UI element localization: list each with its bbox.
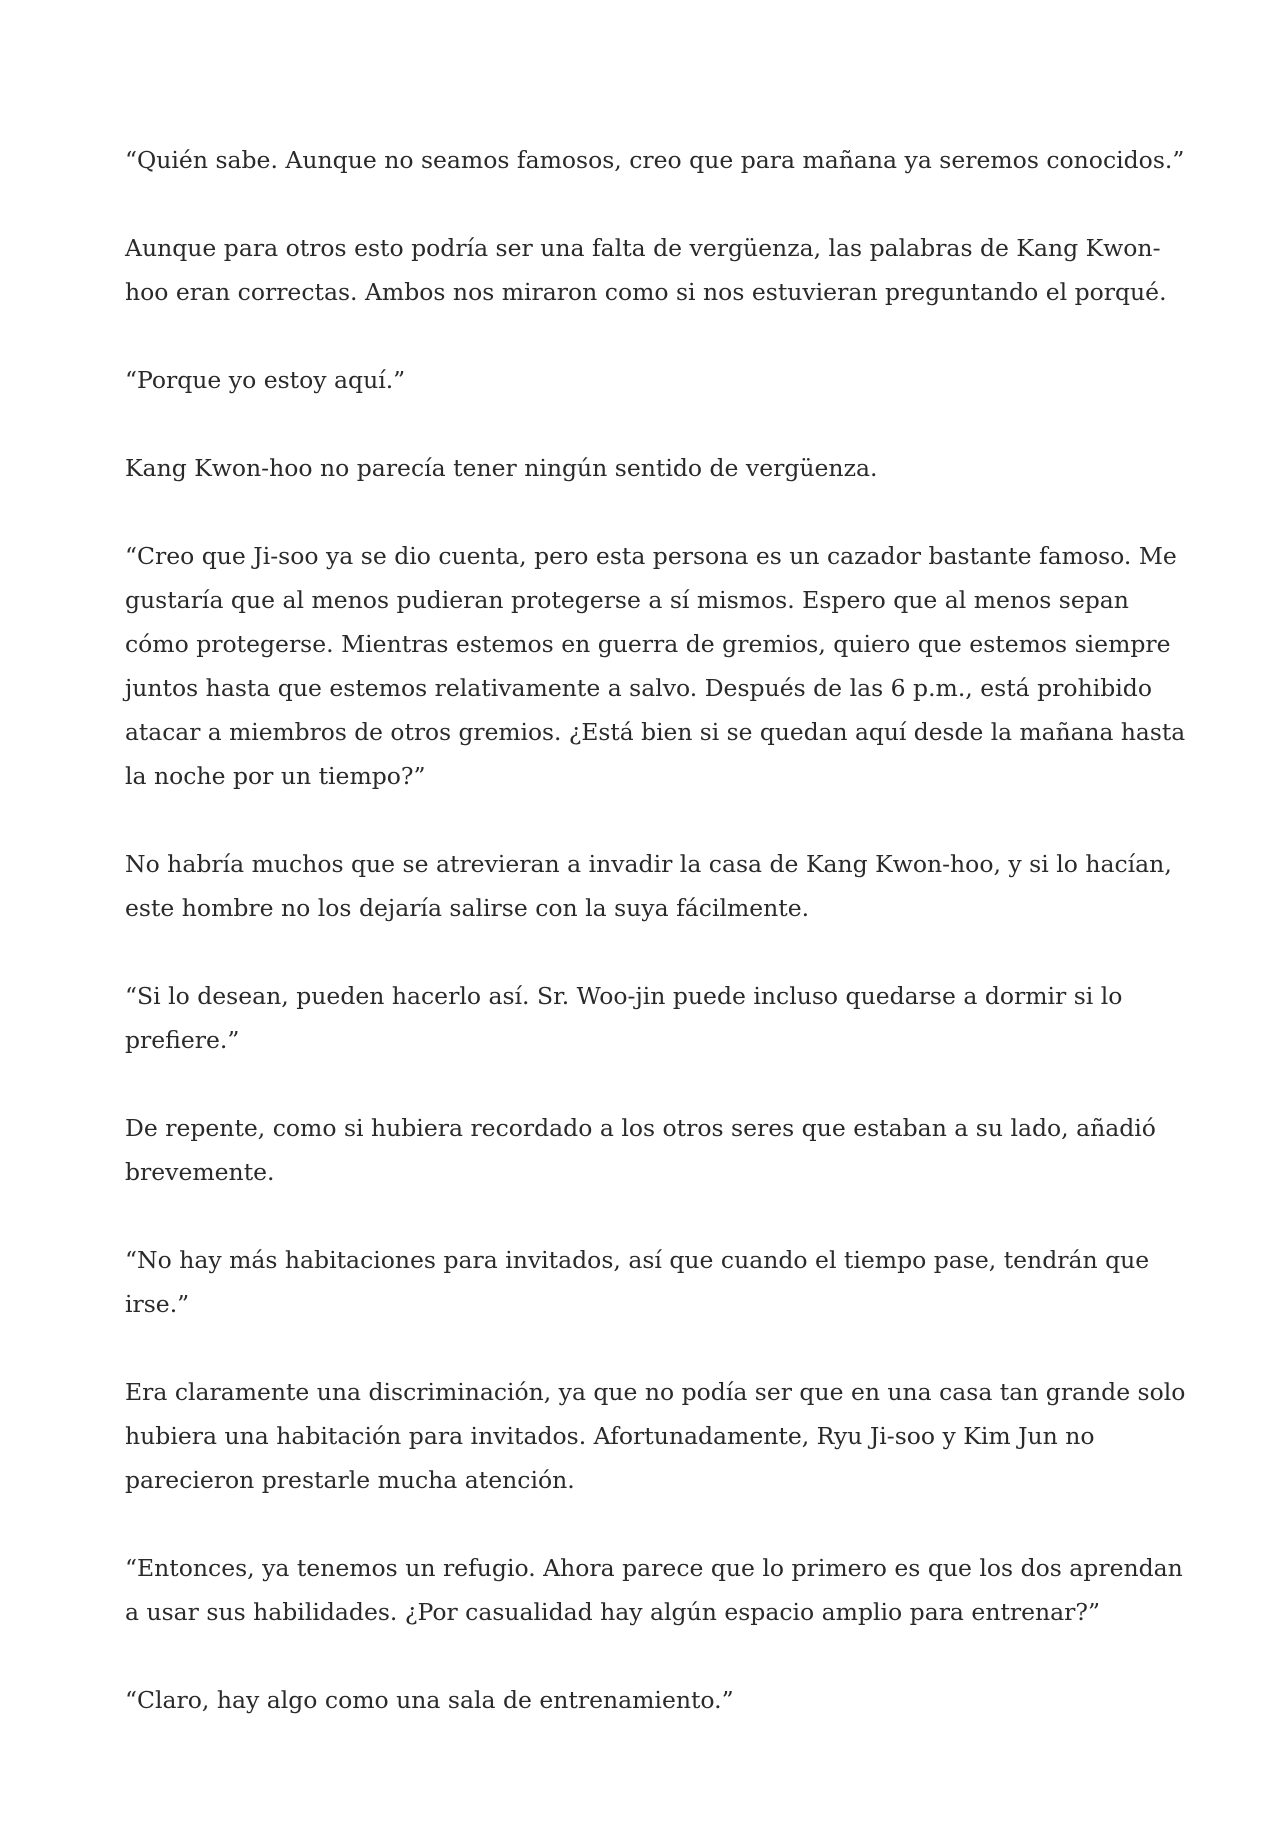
text-line: hoo eran correctas. Ambos nos miraron como si nos estuvieran preguntando el porqué. xyxy=(125,278,1167,306)
paragraph xyxy=(125,1678,1185,1722)
paragraph xyxy=(125,974,1185,1062)
text-line: atacar a miembros de otros gremios. ¿Está bien si se quedan aquí desde la mañana hasta xyxy=(125,718,1186,746)
text-line: gustaría que al menos pudieran protegerse a sí mismos. Espero que al menos sepan xyxy=(125,586,1129,614)
paragraph xyxy=(125,534,1185,798)
text-line: “No hay más habitaciones para invitados, así que cuando el tiempo pase, tendrán que xyxy=(125,1246,1150,1274)
paragraph xyxy=(125,1546,1185,1634)
text-line: brevemente. xyxy=(125,1158,275,1186)
paragraph xyxy=(125,1106,1185,1194)
text-line: Era claramente una discriminación, ya que no podía ser que en una casa tan grande solo xyxy=(125,1378,1186,1406)
paragraph xyxy=(125,446,1185,490)
text-line: hubiera una habitación para invitados. Afortunadamente, Ryu Ji-soo y Kim Jun no xyxy=(125,1422,1095,1450)
text-line: “Creo que Ji-soo ya se dio cuenta, pero esta persona es un cazador bastante famoso. Me xyxy=(125,542,1177,570)
paragraph xyxy=(125,138,1185,182)
text-line: juntos hasta que estemos relativamente a salvo. Después de las 6 p.m., está prohibido xyxy=(125,674,1152,702)
text-line: “Porque yo estoy aquí.” xyxy=(125,366,406,394)
text-line: a usar sus habilidades. ¿Por casualidad hay algún espacio amplio para entrenar?” xyxy=(125,1598,1101,1626)
paragraph xyxy=(125,358,1185,402)
text-line: “Claro, hay algo como una sala de entrenamiento.” xyxy=(125,1686,734,1714)
paragraph xyxy=(125,226,1185,314)
text-line: cómo protegerse. Mientras estemos en guerra de gremios, quiero que estemos siempre xyxy=(125,630,1171,658)
text-line: irse.” xyxy=(125,1290,190,1318)
paragraph xyxy=(125,1370,1185,1502)
text-line: parecieron prestarle mucha atención. xyxy=(125,1466,575,1494)
text-line: Kang Kwon-hoo no parecía tener ningún sentido de vergüenza. xyxy=(125,454,878,482)
text-line: prefiere.” xyxy=(125,1026,240,1054)
text-line: De repente, como si hubiera recordado a los otros seres que estaban a su lado, añadió xyxy=(125,1114,1156,1142)
document-page xyxy=(125,138,1185,1766)
text-line: este hombre no los dejaría salirse con la suya fácilmente. xyxy=(125,894,810,922)
text-line: “Quién sabe. Aunque no seamos famosos, creo que para mañana ya seremos conocidos.” xyxy=(125,146,1185,174)
text-line: “Si lo desean, pueden hacerlo así. Sr. Woo-jin puede incluso quedarse a dormir si lo xyxy=(125,982,1123,1010)
text-line: la noche por un tiempo?” xyxy=(125,762,426,790)
text-line: Aunque para otros esto podría ser una falta de vergüenza, las palabras de Kang Kwon- xyxy=(125,234,1161,262)
text-line: “Entonces, ya tenemos un refugio. Ahora parece que lo primero es que los dos aprendan xyxy=(125,1554,1183,1582)
paragraph xyxy=(125,1238,1185,1326)
paragraph xyxy=(125,842,1185,930)
text-line: No habría muchos que se atrevieran a invadir la casa de Kang Kwon-hoo, y si lo hacían, xyxy=(125,850,1172,878)
